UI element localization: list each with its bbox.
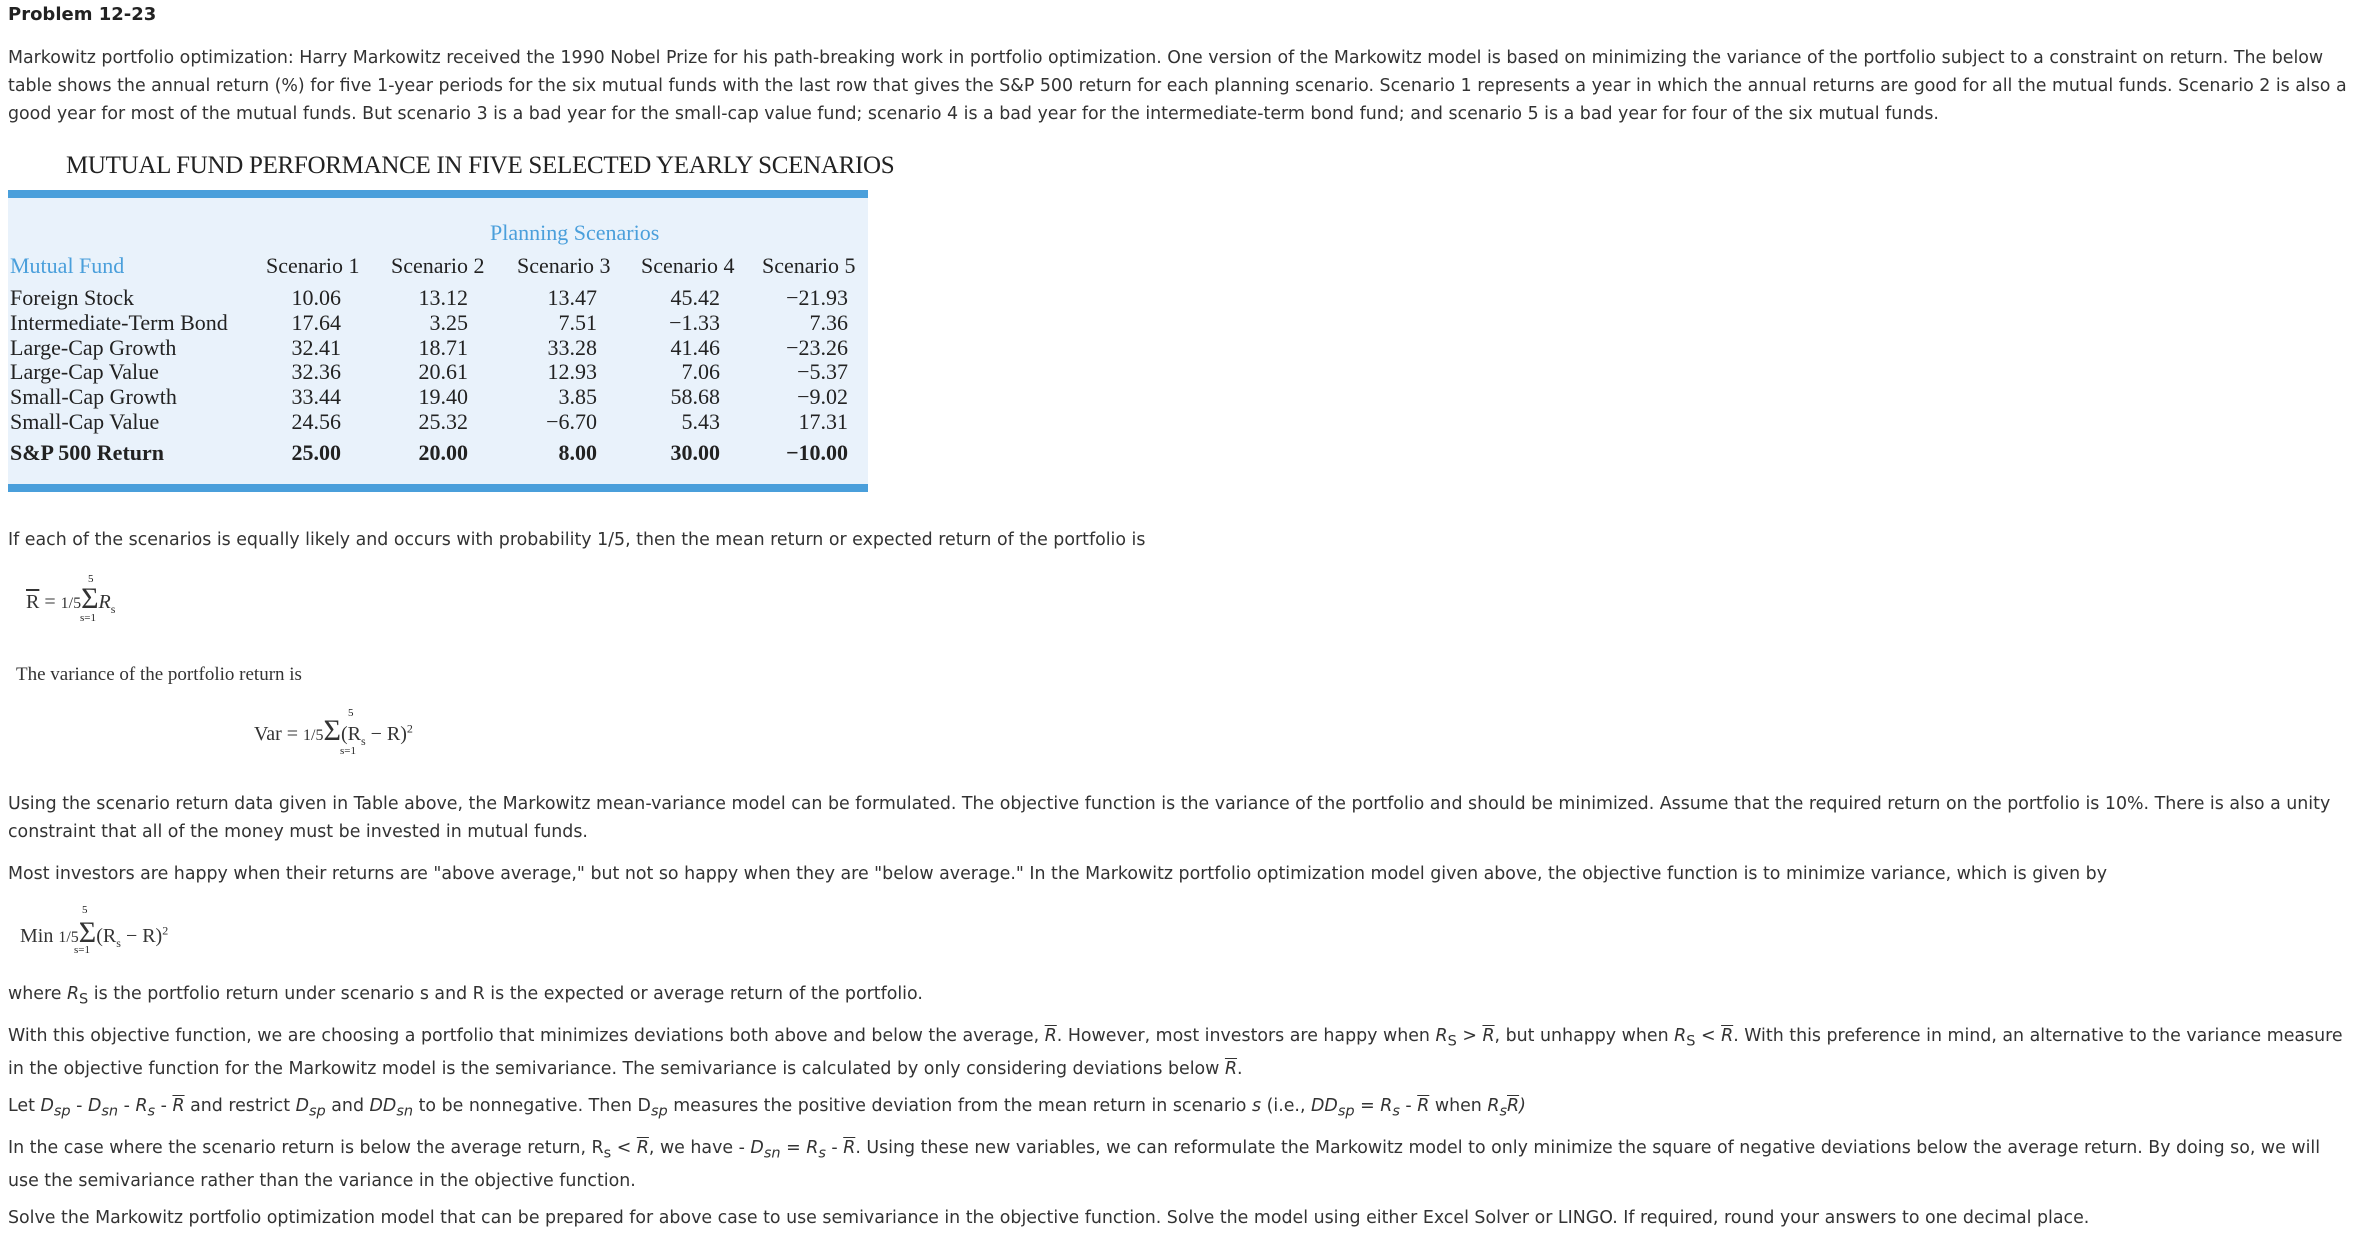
where-paragraph: where $R_S$ is the portfolio return under scenario s and R is the expected or average return of the portfolio.: [8, 984, 923, 1008]
scenario-2-header: Scenario 2: [391, 253, 485, 278]
cell: 19.40: [418, 384, 468, 409]
cell: 7.36: [809, 310, 848, 335]
min-sum-top: 5: [82, 904, 88, 916]
problem-title: Problem 12-23: [8, 4, 157, 25]
table-row: [0, 310, 860, 335]
scenario-1-header: Scenario 1: [266, 253, 360, 278]
fund-name: Small-Cap Growth: [10, 384, 177, 409]
cell: 24.56: [291, 409, 341, 434]
cell: −9.02: [797, 384, 848, 409]
mean-sum-bottom: s=1: [80, 612, 96, 624]
cell: −23.26: [786, 335, 848, 360]
cell: 33.44: [291, 384, 341, 409]
sp500-row: [0, 440, 860, 465]
let-paragraph: Let $D_{sp} - D_{sn} - R_s - \overline{R}$ and restrict $D_{sp}$ and $DD_{sn}$ to be nonnegative. Then $D_{sp}$ measures the positive deviation from the mean return in scenario s (i.e., $DD_{sp} = R_s - \overline{R}$ when $R_s\overline{R}$): [8, 1096, 1526, 1120]
cell: 58.68: [670, 384, 720, 409]
table-row: [0, 384, 860, 409]
cell: 8.00: [558, 440, 597, 465]
mean-paragraph: If each of the scenarios is equally likely and occurs with probability 1/5, then the mean return or expected return of the portfolio is: [8, 530, 1146, 550]
min-formula: Min $1/5\Sigma(R_s - R)^2$: [20, 916, 169, 950]
variance-paragraph: The variance of the portfolio return is: [16, 664, 302, 685]
mean-formula: $\overline{R} = 1/5\Sigma R_s$: [26, 582, 116, 616]
cell: −5.37: [797, 359, 848, 384]
fund-name: Foreign Stock: [10, 285, 135, 310]
investors-paragraph: Most investors are happy when their returns are "above average," but not so happy when they are "below average." In the Markowitz portfolio optimization model given above, the objective function is to minimize variance, which is given by: [8, 864, 2108, 884]
cell: 13.12: [418, 285, 468, 310]
mean-sum-top: 5: [88, 573, 94, 585]
table-row: [0, 335, 860, 360]
planning-scenarios-header: Planning Scenarios: [490, 220, 660, 245]
cell: 20.61: [418, 359, 468, 384]
fund-name: Intermediate-Term Bond: [10, 310, 228, 335]
mutual-fund-header: Mutual Fund: [10, 253, 125, 278]
cell: −6.70: [546, 409, 597, 434]
cell: 7.51: [558, 310, 597, 335]
fund-name: Large-Cap Growth: [10, 335, 177, 360]
table-row: [0, 285, 860, 310]
min-sum-bottom: s=1: [74, 944, 90, 956]
cell: 17.64: [291, 310, 341, 335]
scenario-3-header: Scenario 3: [517, 253, 611, 278]
cell: 7.06: [681, 359, 720, 384]
variance-formula: Var = $1/5\Sigma(R_s - R)^2$: [254, 714, 413, 748]
var-sum-top: 5: [348, 707, 354, 719]
solve-paragraph: Solve the Markowitz portfolio optimization model that can be prepared for above case to use semivariance in the objective function. Solve the model using either Excel Solver or LINGO. If required, round your answers to one decimal place.: [8, 1208, 2090, 1228]
table-row: [0, 409, 860, 434]
cell: 25.00: [291, 440, 341, 465]
cell: 25.32: [418, 409, 468, 434]
fund-name: S&P 500 Return: [10, 440, 164, 465]
cell: 32.36: [291, 359, 341, 384]
cell: −10.00: [785, 440, 848, 465]
fund-name: Small-Cap Value: [10, 409, 160, 434]
table-row: [0, 359, 860, 384]
table-title: MUTUAL FUND PERFORMANCE IN FIVE SELECTED YEARLY SCENARIOS: [66, 152, 895, 179]
cell: 33.28: [547, 335, 597, 360]
with-paragraph: With this objective function, we are choosing a portfolio that minimizes deviations both above and below the average, $\overline{R}$. However, most investors are happy when $R_S > \overline{R}$, but unhappy when $R_S < \overline{R}$. With this preference in mind, an alternative to the variance measure in the objective function for the Markowitz model is the semivariance. The semivariance is calculated by only considering deviations below $\overline{R}$.: [8, 1026, 2343, 1080]
var-sum-bottom: s=1: [340, 745, 356, 757]
cell: 30.00: [670, 440, 720, 465]
case-paragraph: In the case where the scenario return is below the average return, $R_s < \overline{R}$, we have - $D_{sn} = R_s - \overline{R}$. Using these new variables, we can reformulate the Markowitz model to only minimize the square of negative deviations below the average return. By doing so, we will use the semivariance rather than the variance in the objective function.: [8, 1138, 2321, 1192]
cell: 45.42: [670, 285, 720, 310]
cell: 13.47: [547, 285, 597, 310]
cell: 20.00: [418, 440, 468, 465]
model-paragraph: Using the scenario return data given in Table above, the Markowitz mean-variance model can be formulated. The objective function is the variance of the portfolio and should be minimized. Assume that the required return on the portfolio is 10%. There is also a unity constraint that all of the money must be invested in mutual funds.: [8, 794, 2331, 842]
cell: 18.71: [418, 335, 468, 360]
cell: −21.93: [786, 285, 848, 310]
intro-paragraph: Markowitz portfolio optimization: Harry Markowitz received the 1990 Nobel Prize for his path-breaking work in portfolio optimization. One version of the Markowitz model is based on minimizing the variance of the portfolio subject to a constraint on return. The below table shows the annual return (%) for five 1-year periods for the six mutual funds with the last row that gives the S&P 500 return for each planning scenario. Scenario 1 represents a year in which the annual returns are good for all the mutual funds. Scenario 2 is also a good year for most of the mutual funds. But scenario 3 is a bad year for the small-cap value fund; scenario 4 is a bad year for the intermediate-term bond fund; and scenario 5 is a bad year for four of the six mutual funds.: [8, 48, 2347, 124]
cell: 12.93: [547, 359, 597, 384]
cell: 5.43: [681, 409, 720, 434]
cell: −1.33: [669, 310, 720, 335]
cell: 32.41: [291, 335, 341, 360]
cell: 3.25: [429, 310, 468, 335]
cell: 17.31: [798, 409, 848, 434]
cell: 41.46: [670, 335, 720, 360]
scenario-5-header: Scenario 5: [762, 253, 856, 278]
cell: 10.06: [291, 285, 341, 310]
cell: 3.85: [558, 384, 597, 409]
scenario-4-header: Scenario 4: [641, 253, 735, 278]
fund-name: Large-Cap Value: [10, 359, 159, 384]
